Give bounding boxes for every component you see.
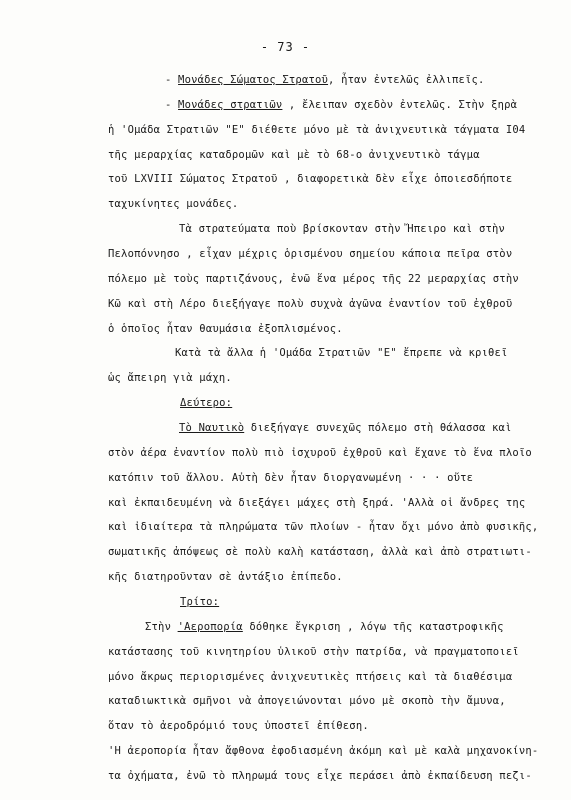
text-line <box>108 745 538 757</box>
text-line <box>180 397 232 409</box>
text-line <box>108 298 512 310</box>
text-span: - <box>165 99 179 111</box>
text-line <box>108 248 512 260</box>
text-line <box>108 273 519 285</box>
text-line <box>179 223 505 235</box>
text-span: σωματικῆς ἀπόψεως σὲ πολὺ καλὴ κατάσταση, ἀλλὰ καὶ ἀπὸ στρατιωτι- <box>108 546 532 558</box>
text-line <box>179 422 512 434</box>
page-number: - 73 - <box>260 40 311 54</box>
text-line <box>175 347 508 359</box>
text-span: Κατὰ τὰ ἄλλα ἡ 'Ομάδα Στρατιῶν "Ε" ἔπρεπε νὰ κριθεῖ <box>175 347 508 359</box>
text-span: πόλεμο μὲ τοὺς παρτιζάνους, ἐνῶ ἕνα μέρος τῆς 22 μεραρχίας στὴν <box>108 273 519 285</box>
text-line <box>108 720 369 732</box>
text-line <box>108 198 238 210</box>
text-line <box>108 521 538 533</box>
text-span: στὸν ἀέρα ἐναντίον πολὺ πιὸ ἰσχυροῦ ἐχθροῦ καὶ ἔχανε τὸ ἕνα πλοῖο <box>108 447 532 459</box>
text-line <box>108 646 519 658</box>
text-span: κῆς διατηροῦνταν σὲ ἀντάξιο ἐπίπεδο. <box>108 571 343 583</box>
text-span: Τὰ στρατεύματα ποὺ βρίσκονταν στὴν Ἤπειρο καὶ στὴν <box>179 223 506 235</box>
text-span: Στὴν <box>145 621 178 633</box>
text-span: τοῦ LXVIII Σώματος Στρατοῦ , διαφορετικὰ δὲν εἶχε ὁποιεσδήποτε <box>108 173 513 185</box>
text-span: κατάστασης τοῦ κινητηρίου ὑλικοῦ στὴν πατρίδα, νὰ πραγματοποιεῖ <box>108 646 519 658</box>
text-span: καὶ ἰδιαίτερα τὰ πληρώματα τῶν πλοίων - ἦταν ὄχι μόνο ἀπὸ φυσικῆς, <box>108 521 539 533</box>
text-line <box>108 770 532 782</box>
text-span: κατόπιν τοῦ ἄλλου. Αὐτὴ δὲν ἦταν διοργανωμένη · · · οὔτε <box>108 472 474 484</box>
text-line <box>108 372 232 384</box>
text-line <box>108 497 525 509</box>
underlined-heading-text: Μονάδες Σώματος Στρατοῦ <box>178 74 329 86</box>
text-span: - <box>165 74 179 86</box>
text-line <box>108 447 532 459</box>
text-line <box>108 695 506 707</box>
text-line <box>108 149 480 161</box>
text-span: , ἔλειπαν σχεδὸν ἐντελῶς. Στὴν ξηρὰ <box>282 99 518 111</box>
underlined-heading-text: Τὸ Ναυτικὸ <box>179 422 245 434</box>
text-line <box>108 671 512 683</box>
text-line <box>108 323 343 335</box>
text-span: Κῶ καὶ στὴ Λέρο διεξήγαγε πολὺ συχνὰ ἀγῶνα ἐναντίον τοῦ ἐχθροῦ <box>108 298 513 310</box>
text-span: καὶ ἐκπαιδευμένη νὰ διεξάγει μάχες στὴ ξηρά. 'Αλλὰ οἱ ἄνδρες της <box>108 497 526 509</box>
text-line <box>165 74 485 86</box>
underlined-heading-text: Δεύτερο: <box>180 397 233 409</box>
text-line <box>108 472 473 484</box>
underlined-heading-text: 'Αεροπορία <box>177 621 243 633</box>
text-span: μόνο ἄκρως περιορισμένες ἀνιχνευτικὲς πτήσεις καὶ τὰ διαθέσιμα <box>108 671 513 683</box>
text-span: ὡς ἄπειρη γιὰ μάχη. <box>108 372 232 384</box>
text-span: ἡ 'Ομάδα Στρατιῶν "Ε" διέθετε μόνο μὲ τὰ ἀνιχνευτικὰ τάγματα Ι04 <box>108 124 526 136</box>
underlined-heading-text: Τρίτο: <box>180 596 220 608</box>
text-line <box>108 173 512 185</box>
text-line <box>180 596 219 608</box>
text-span: διεξήγαγε συνεχῶς πόλεμο στὴ θάλασσα καὶ <box>244 422 512 434</box>
text-span: ὅταν τὸ ἀεροδρόμιό τους ὑποστεῖ ἐπίθεση. <box>108 720 369 732</box>
text-line <box>108 124 525 136</box>
text-span: ταχυκίνητες μονάδες. <box>108 198 239 210</box>
text-line <box>108 571 343 583</box>
underlined-heading-text: Μονάδες στρατιῶν <box>178 99 283 111</box>
text-span: 'Η ἀεροπορία ἦταν ἄφθονα ἐφοδιασμένη ἀκόμη καὶ μὲ καλὰ μηχανοκίνη- <box>108 745 539 757</box>
text-span: Πελοπόννησο , εἶχαν μέχρις ὁρισμένου σημείου κάποια πεῖρα στὸν <box>108 248 513 260</box>
text-span: τα ὀχήματα, ἐνῶ τὸ πληρωμά τους εἶχε περάσει ἀπὸ ἐκπαίδευση πεζι- <box>108 770 532 782</box>
text-span: τῆς μεραρχίας καταδρομῶν καὶ μὲ τὸ 68-ο ἀνιχνευτικὸ τάγμα <box>108 149 480 161</box>
text-span: ὁ ὁποῖος ἦταν θαυμάσια ἐξοπλισμένος. <box>108 323 343 335</box>
text-line <box>165 99 517 111</box>
text-span: καταδιωκτικὰ σμῆνοι νὰ ἀπογειώνονται μόνο μὲ σκοπὸ τὴν ἄμυνα, <box>108 695 506 707</box>
text-line <box>108 546 532 558</box>
text-line <box>145 621 504 633</box>
text-span: δόθηκε ἔγκριση , λόγω τῆς καταστροφικῆς <box>242 621 504 633</box>
text-span: , ἦταν ἐντελῶς ἐλλιπεῖς. <box>328 74 485 86</box>
